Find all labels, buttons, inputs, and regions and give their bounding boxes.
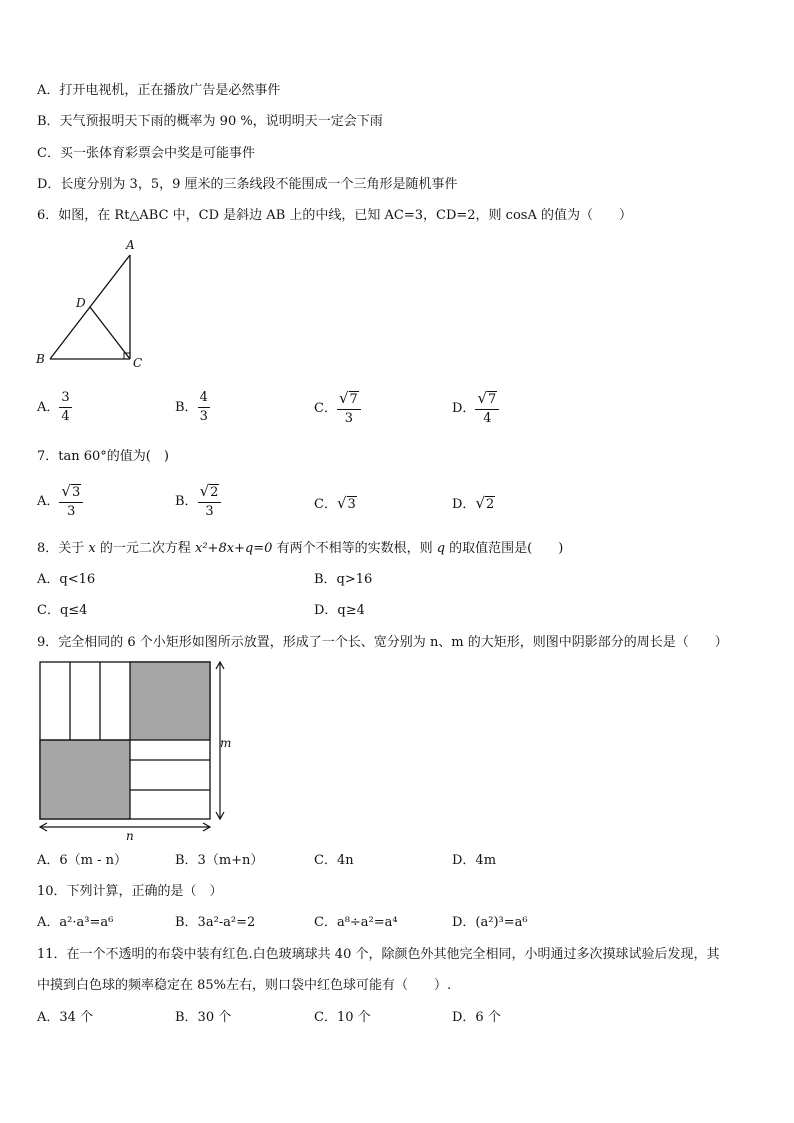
q8-variable-q: q [436,541,446,556]
q7-option-b-fraction [198,482,222,521]
q5-option-a: A．打开电视机，正在播放广告是必然事件 [37,83,281,98]
denominator: 3 [344,411,354,426]
q11-option-d: D．6 个 [452,1010,501,1025]
q6-option-d [452,389,499,428]
q7-option-b-label: B． [175,494,198,509]
q8-stem-part: 的一元二次方程 [95,541,196,556]
q6-option-d-label: D． [452,401,476,416]
radicand: 2 [486,497,495,512]
q7-option-d [452,493,495,512]
numerator [337,389,361,410]
q6-option-c [314,389,361,428]
numerator [59,482,83,503]
q11-stem-line2: 中摸到白色球的频率稳定在 85%左右，则口袋中红色球可能有（ ）. [37,978,452,993]
q7-stem: 7．tan 60°的值为( ) [37,449,169,464]
q6-option-b-label: B． [175,400,198,415]
q6-option-d-fraction [475,389,499,428]
numerator [198,482,222,503]
sqrt-icon: √ [199,482,210,500]
q9-shaded-bottom-left [40,740,130,819]
q11-option-c: C．10 个 [314,1010,371,1025]
q5-option-b: B．天气预报明天下雨的概率为 90 %，说明明天一定会下雨 [37,114,383,129]
q7-option-d-root [475,494,495,512]
radicand: 7 [349,392,358,407]
q5-option-d: D．长度分别为 3，5，9 厘米的三条线段不能围成一个三角形是随机事件 [37,177,458,192]
radicand: 3 [347,497,356,512]
q6-option-c-fraction [337,389,361,428]
q11-option-a: A．34 个 [37,1010,94,1025]
denominator: 3 [67,504,76,519]
q9-option-c: C．4n [314,853,354,868]
q5-option-c: C．买一张体育彩票会中奖是可能事件 [37,146,255,161]
q6-option-b-fraction [198,389,210,426]
q6-triangle-figure [30,233,160,378]
q9-option-b: B．3（m+n） [175,853,264,868]
q7-option-c [314,493,357,512]
q7-option-a [37,482,83,521]
q6-option-a [37,389,72,426]
q8-equation: x²+8x+q=0 [195,541,273,556]
q8-option-b: B．q>16 [314,572,373,587]
q6-option-c-label: C． [314,401,337,416]
q6-label-a: A [126,238,135,252]
q10-option-a: A．a²·a³=a⁶ [37,915,114,930]
q10-option-b: B．3a²-a²=2 [175,915,256,930]
numerator [475,389,499,410]
q9-option-d: D．4m [452,853,497,868]
q7-option-c-root [337,494,357,512]
q8-option-c: C．q≤4 [37,603,88,618]
q8-variable-x: x [88,541,96,556]
q11-stem-line1: 11．在一个不透明的布袋中装有红色.白色玻璃球共 40 个，除颜色外其他完全相同，小明通过多次摸球试验后发现，其 [37,947,720,962]
q9-label-n: n [126,829,134,843]
q7-option-b [175,482,221,521]
q6-label-d: D [76,296,86,310]
q9-label-m: m [220,736,232,750]
denominator: 4 [61,409,70,424]
q6-label-b: B [36,352,45,366]
q8-stem-part: 有两个不相等的实数根，则 [272,541,437,556]
q7-option-a-label: A． [37,494,60,509]
q8-option-d: D．q≥4 [314,603,365,618]
q6-option-a-fraction [59,389,71,426]
q6-option-a-label: A． [37,400,60,415]
sqrt-icon: √ [475,494,485,512]
radicand: 7 [488,392,497,407]
q7-option-d-label: D． [452,497,476,512]
radicand: 3 [71,485,81,500]
sqrt-icon: √ [338,389,349,407]
q9-rectangle-figure [34,658,244,843]
q6-stem: 6．如图，在 Rt△ABC 中，CD 是斜边 AB 上的中线，已知 AC=3，CD=2，则 cosA 的值为（ ） [37,208,632,223]
q11-option-b: B．30 个 [175,1010,232,1025]
q8-option-a: A．q<16 [37,572,96,587]
q8-stem [37,541,563,557]
numerator: 3 [59,389,71,408]
q8-stem-part: 8．关于 [37,541,89,556]
q7-option-c-label: C． [314,497,337,512]
denominator: 3 [205,504,214,519]
q10-stem: 10．下列计算，正确的是（ ） [37,884,223,899]
q9-option-a: A．6（m - n） [37,853,128,868]
sqrt-icon: √ [477,389,487,407]
denominator: 4 [483,411,492,426]
q9-shaded-top-right [130,662,210,740]
q10-option-d: D．(a²)³=a⁶ [452,915,528,930]
q8-stem-part: 的取值范围是( ) [445,541,564,556]
q6-option-b [175,389,210,426]
q10-option-c: C．a⁸÷a²=a⁴ [314,915,398,930]
radicand: 2 [210,485,219,500]
q7-option-a-fraction [59,482,83,521]
denominator: 3 [199,409,208,424]
q9-stem: 9．完全相同的 6 个小矩形如图所示放置，形成了一个长、宽分别为 n、m 的大矩形，则图中阴影部分的周长是（ ） [37,635,728,650]
q6-median-cd [90,307,130,359]
numerator: 4 [198,389,210,408]
sqrt-icon: √ [336,494,347,512]
sqrt-icon: √ [61,482,71,500]
q6-label-c: C [133,356,143,370]
